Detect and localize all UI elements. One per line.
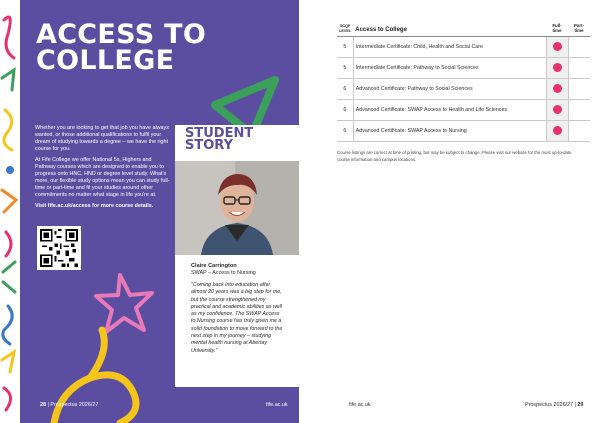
- purple-panel: [20, 0, 299, 423]
- part-time-cell: [568, 121, 590, 142]
- available-dot-icon: [553, 126, 562, 135]
- left-footer-site-link[interactable]: fife.ac.uk: [266, 402, 288, 408]
- decorative-squiggles-strip: [0, 0, 20, 423]
- student-photo: [175, 161, 299, 255]
- right-footer-text: Prospectus 2026/27: [525, 402, 573, 408]
- table-row: [337, 37, 590, 58]
- left-footer: [40, 402, 98, 408]
- left-page-number: 28: [40, 402, 46, 408]
- row-level: 5: [337, 37, 353, 58]
- full-time-cell: [546, 58, 568, 79]
- student-course: SWAP – Access to Nursing: [191, 270, 256, 276]
- row-course-link[interactable]: Intermediate Certificate: Child, Health and Social Care: [353, 37, 546, 58]
- right-footer-separator: |: [574, 402, 578, 408]
- row-course-link[interactable]: Advanced Certificate: SWAP Access to Nursing: [353, 121, 546, 142]
- table-row: [337, 79, 590, 100]
- right-footer-site-link[interactable]: fife.ac.uk: [349, 402, 371, 408]
- qr-code-icon[interactable]: [37, 226, 81, 270]
- part-time-cell: [568, 100, 590, 121]
- header-scqf-level: SCQF LEVEL: [337, 20, 353, 37]
- course-details-link[interactable]: Visit fife.ac.uk/access for more course details.: [35, 203, 154, 209]
- full-time-cell: [546, 121, 568, 142]
- header-course: Access to College: [353, 20, 546, 37]
- available-dot-icon: [553, 84, 562, 93]
- row-course-link[interactable]: Intermediate Certificate: Pathway to Social Sciences: [353, 58, 546, 79]
- full-time-cell: [546, 79, 568, 100]
- left-page: [0, 0, 299, 423]
- student-name: Claire Carrington: [191, 263, 237, 269]
- intro-paragraph-2: At Fife College we offer National 5s, Highers and Pathway courses which are designed to enable you to progress onto HNC, HND or degree level study. What's more, our flexible study options mean you can study full-time or part-time and fit your studies around other commitments no matter what stage in life you're at.: [35, 157, 170, 198]
- available-dot-icon: [553, 63, 562, 72]
- left-footer-text: Prospectus 2026/27: [50, 402, 99, 408]
- student-story-heading: [185, 128, 253, 152]
- story-title-line-2: STORY: [185, 138, 233, 153]
- intro-paragraph-1: Whether you are looking to get that job you have always wanted, or those additional qualifications to fulfil your dream of studying towards a degree – we have the right course for you.: [35, 125, 169, 152]
- table-row: [337, 100, 590, 121]
- student-quote: "Coming back into education after almost 20 years was a big step for me, but the course strengthened my practical and academic abilities as well as my confidence. The SWAP Access to Nursing course has truly given me a solid foundation to move forward to the next step in my journey – studying mental health nursing at Abertay University.": [191, 282, 283, 354]
- intro-text: [35, 125, 171, 214]
- right-footer: [525, 402, 583, 408]
- right-page-number: 29: [577, 402, 584, 408]
- left-footer-separator: |: [47, 402, 51, 408]
- row-level: 6: [337, 100, 353, 121]
- course-table: [337, 20, 590, 142]
- title-line-2: COLLEGE: [36, 45, 175, 76]
- available-dot-icon: [553, 105, 562, 114]
- story-title-line-1: STUDENT: [185, 126, 254, 141]
- row-course-link[interactable]: Advanced Certificate: SWAP Access to Health and Life Sciences: [353, 100, 546, 121]
- full-time-cell: [546, 37, 568, 58]
- table-row: [337, 121, 590, 142]
- header-full-time: Full-time: [546, 20, 568, 37]
- header-part-time: Part-time: [568, 20, 590, 37]
- row-level: 6: [337, 79, 353, 100]
- course-disclaimer: Course listings are correct at time of printing, but may be subject to change. Please visit our website for the most up-to-date course information and campus locations.: [337, 150, 572, 162]
- title-line-1: ACCESS TO: [36, 19, 207, 50]
- part-time-cell: [568, 79, 590, 100]
- table-row: [337, 58, 590, 79]
- part-time-cell: [568, 58, 590, 79]
- part-time-cell: [568, 37, 590, 58]
- available-dot-icon: [553, 42, 562, 51]
- row-course-link[interactable]: Advanced Certificate: Pathway to Social Sciences: [353, 79, 546, 100]
- student-story-card: [175, 125, 299, 387]
- row-level: 6: [337, 121, 353, 142]
- table-header-row: [337, 20, 590, 37]
- right-page: [301, 0, 600, 423]
- page-title: [36, 19, 236, 76]
- full-time-cell: [546, 100, 568, 121]
- row-level: 5: [337, 58, 353, 79]
